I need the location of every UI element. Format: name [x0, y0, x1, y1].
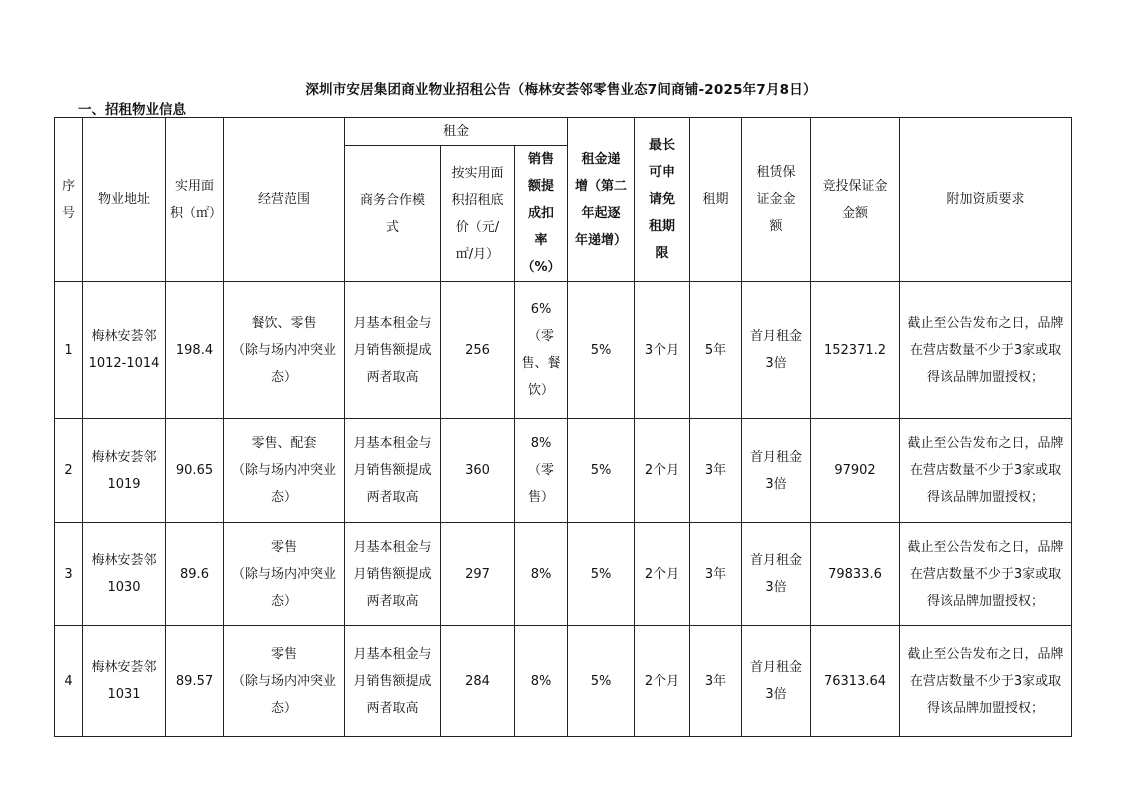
cell-seq: 1: [55, 282, 83, 419]
cell-base-price: 284: [441, 626, 515, 737]
document-title: 深圳市安居集团商业物业招租公告（梅林安荟邻零售业态7间商铺-2025年7月8日）: [305, 82, 817, 98]
cell-free-period: 2个月: [635, 419, 690, 523]
cell-extra: 截止至公告发布之日，品牌 在营店数量不少于3家或取 得该品牌加盟授权；: [900, 282, 1072, 419]
cell-area: 90.65: [166, 419, 224, 523]
cell-extra: 截止至公告发布之日，品牌 在营店数量不少于3家或取 得该品牌加盟授权；: [900, 419, 1072, 523]
cell-deposit: 首月租金 3倍: [742, 626, 811, 737]
section-heading: 一、招租物业信息: [78, 102, 186, 118]
cell-mode: 月基本租金与 月销售额提成 两者取高: [345, 419, 441, 523]
cell-bid-deposit: 79833.6: [811, 523, 900, 626]
cell-area: 89.6: [166, 523, 224, 626]
cell-seq: 4: [55, 626, 83, 737]
header-commission-rate: 销售 额提 成扣 率（%）: [515, 146, 568, 282]
cell-address: 梅林安荟邻 1012-1014: [83, 282, 166, 419]
cell-deposit: 首月租金 3倍: [742, 419, 811, 523]
cell-free-period: 2个月: [635, 626, 690, 737]
cell-commission-rate: 6% （零 售、餐 饮）: [515, 282, 568, 419]
header-term: 租期: [690, 118, 742, 282]
cell-bid-deposit: 76313.64: [811, 626, 900, 737]
table-row: [55, 282, 1072, 419]
header-increase: 租金递 增（第二 年起逐 年递增）: [568, 118, 635, 282]
header-address: 物业地址: [83, 118, 166, 282]
header-scope: 经营范围: [224, 118, 345, 282]
cell-extra: 截止至公告发布之日，品牌 在营店数量不少于3家或取 得该品牌加盟授权；: [900, 626, 1072, 737]
header-extra: 附加资质要求: [900, 118, 1072, 282]
cell-area: 198.4: [166, 282, 224, 419]
header-base-price: 按实用面 积招租底 价（元/ ㎡/月）: [441, 146, 515, 282]
cell-term: 3年: [690, 419, 742, 523]
cell-mode: 月基本租金与 月销售额提成 两者取高: [345, 282, 441, 419]
header-mode: 商务合作模 式: [345, 146, 441, 282]
table-row: [55, 419, 1072, 523]
cell-scope: 餐饮、零售 （除与场内冲突业 态）: [224, 282, 345, 419]
cell-term: 3年: [690, 626, 742, 737]
cell-area: 89.57: [166, 626, 224, 737]
cell-bid-deposit: 97902: [811, 419, 900, 523]
cell-free-period: 3个月: [635, 282, 690, 419]
cell-address: 梅林安荟邻 1030: [83, 523, 166, 626]
cell-seq: 2: [55, 419, 83, 523]
cell-base-price: 256: [441, 282, 515, 419]
cell-base-price: 360: [441, 419, 515, 523]
cell-increase: 5%: [568, 626, 635, 737]
header-area: 实用面 积（㎡）: [166, 118, 224, 282]
cell-extra: 截止至公告发布之日，品牌 在营店数量不少于3家或取 得该品牌加盟授权；: [900, 523, 1072, 626]
cell-deposit: 首月租金 3倍: [742, 523, 811, 626]
header-free-period: 最长 可申 请免 租期 限: [635, 118, 690, 282]
cell-base-price: 297: [441, 523, 515, 626]
cell-scope: 零售 （除与场内冲突业 态）: [224, 523, 345, 626]
cell-deposit: 首月租金 3倍: [742, 282, 811, 419]
cell-commission-rate: 8% （零 售）: [515, 419, 568, 523]
header-rent: 租金: [345, 118, 568, 146]
cell-address: 梅林安荟邻 1031: [83, 626, 166, 737]
cell-commission-rate: 8%: [515, 523, 568, 626]
cell-increase: 5%: [568, 282, 635, 419]
cell-commission-rate: 8%: [515, 626, 568, 737]
property-table: [54, 117, 1072, 737]
cell-free-period: 2个月: [635, 523, 690, 626]
cell-mode: 月基本租金与 月销售额提成 两者取高: [345, 523, 441, 626]
cell-term: 3年: [690, 523, 742, 626]
cell-seq: 3: [55, 523, 83, 626]
header-seq: 序 号: [55, 118, 83, 282]
cell-term: 5年: [690, 282, 742, 419]
header-bid-deposit: 竞投保证金 金额: [811, 118, 900, 282]
table-row: [55, 626, 1072, 737]
cell-scope: 零售 （除与场内冲突业 态）: [224, 626, 345, 737]
table-row: [55, 523, 1072, 626]
cell-bid-deposit: 152371.2: [811, 282, 900, 419]
cell-increase: 5%: [568, 419, 635, 523]
cell-scope: 零售、配套 （除与场内冲突业 态）: [224, 419, 345, 523]
cell-increase: 5%: [568, 523, 635, 626]
cell-mode: 月基本租金与 月销售额提成 两者取高: [345, 626, 441, 737]
header-deposit: 租赁保 证金金 额: [742, 118, 811, 282]
cell-address: 梅林安荟邻 1019: [83, 419, 166, 523]
